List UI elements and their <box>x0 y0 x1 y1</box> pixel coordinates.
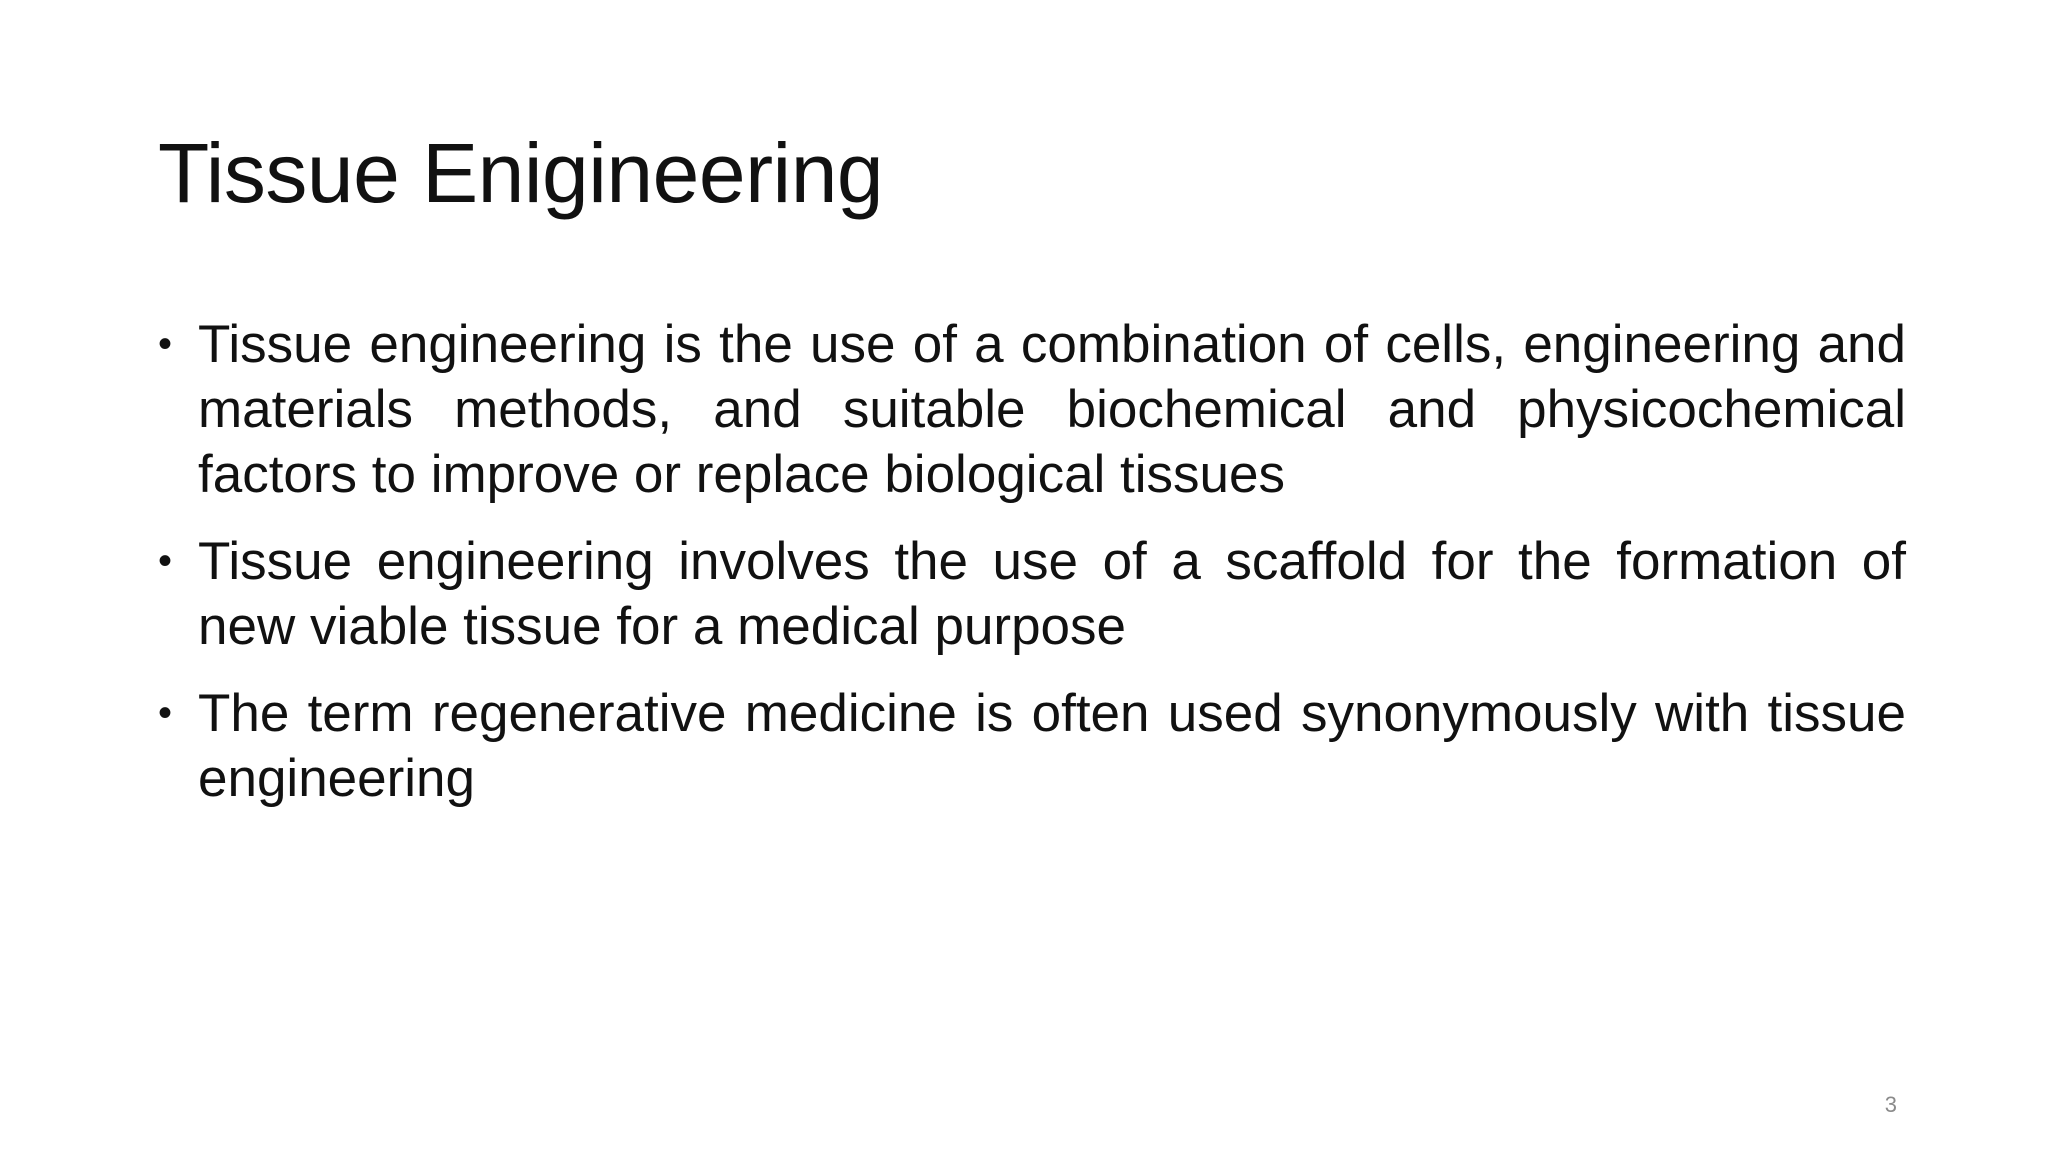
bullet-list <box>158 312 1906 833</box>
slide-title: Tissue Enigineering <box>158 126 884 220</box>
bullet-item <box>158 312 1906 507</box>
slide-number: 3 <box>1884 1092 1897 1117</box>
bullet-item <box>158 529 1906 659</box>
bullet-text: Tissue engineering involves the use of a scaffold for the formation of new viable tissue for a medical purpose <box>198 532 1906 656</box>
bullet-dot-icon: • <box>158 539 173 583</box>
bullet-text: The term regenerative medicine is often used synonymously with tissue engineering <box>198 684 1906 808</box>
bullet-dot-icon: • <box>158 322 173 366</box>
bullet-dot-icon: • <box>158 691 173 735</box>
bullet-text: Tissue engineering is the use of a combination of cells, engineering and materials methods, and suitable biochemical and physicochemical factors to improve or replace biological tissues <box>198 315 1906 504</box>
bullet-item <box>158 681 1906 811</box>
